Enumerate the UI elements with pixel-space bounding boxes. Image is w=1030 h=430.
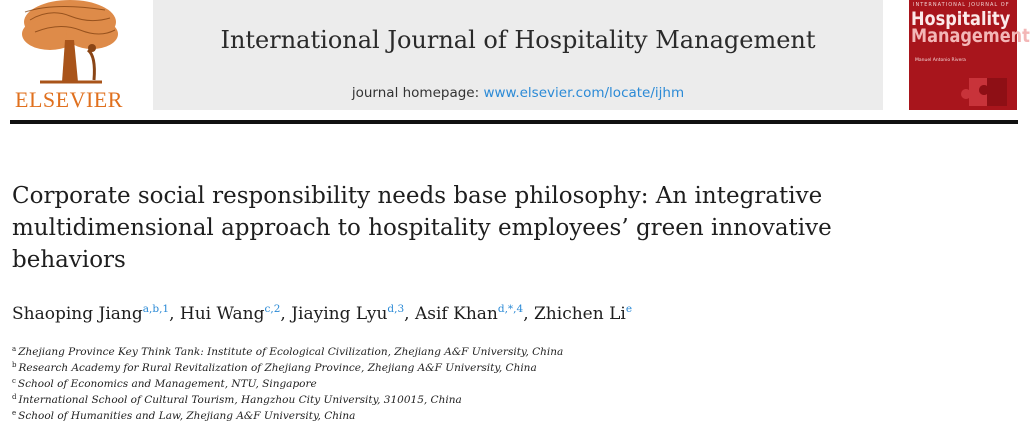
affiliation-mark: b (12, 361, 17, 369)
author-marks[interactable]: d,*,4 (497, 303, 524, 315)
affiliation-text: School of Humanities and Law, Zhejiang A&F University, China (18, 410, 356, 422)
affiliation-item (12, 341, 1012, 357)
affiliation-item (12, 357, 1012, 373)
journal-cover-image[interactable] (909, 0, 1030, 110)
author-name[interactable]: Shaoping Jiang (12, 304, 143, 324)
author-name[interactable]: Asif Khan (414, 304, 498, 324)
author-name[interactable]: Hui Wang (179, 304, 265, 324)
journal-banner (153, 0, 883, 110)
article-title: Corporate social responsibility needs base philosophy: An integrative multidimensional approach to hospitality employees’ green innovative behaviors (12, 183, 832, 273)
affiliation-text: Zhejiang Province Key Think Tank: Institute of Ecological Civilization, Zhejiang A&F University, China (18, 346, 564, 358)
affiliation-text: Research Academy for Rural Revitalization of Zhejiang Province, Zhejiang A&F University, China (18, 362, 537, 374)
affiliation-mark: a (12, 345, 17, 353)
author-marks[interactable]: e (625, 303, 633, 315)
affiliation-mark: e (12, 409, 17, 417)
journal-name[interactable]: International Journal of Hospitality Management (220, 26, 816, 54)
affiliation-mark: d (12, 393, 17, 401)
cover-title-line2: Management (911, 25, 1030, 47)
elsevier-wordmark[interactable]: ELSEVIER (15, 87, 123, 112)
cover-top-text: INTERNATIONAL JOURNAL OF (913, 2, 1010, 8)
puzzle-piece-icon (909, 70, 1017, 110)
affiliation-text: International School of Cultural Tourism, Hangzhou City University, 310015, China (18, 394, 462, 406)
affiliation-text: School of Economics and Management, NTU, Singapore (17, 378, 317, 390)
affiliation-item (12, 373, 1012, 389)
homepage-link[interactable]: www.elsevier.com/locate/ijhm (483, 85, 685, 101)
homepage-label: journal homepage: (351, 85, 484, 101)
header-rule (10, 120, 1018, 124)
author-marks[interactable]: a,b,1 (142, 303, 170, 315)
author-marks[interactable]: d,3 (387, 303, 405, 315)
journal-homepage (153, 85, 883, 101)
author-name[interactable]: Zhichen Li (534, 304, 626, 324)
author-list: Shaoping Jiang$^{a,b,1}$, Hui Wang$^{c,2}$, Jiaying Lyu$^{d,3}$, Asif Khan$^{d,*,4}$, Zhichen Li$^e$ (12, 303, 633, 324)
cover-title-line1: Hospitality (911, 8, 1011, 30)
author-name[interactable]: Jiaying Lyu (291, 304, 388, 324)
affiliation-list (12, 341, 1012, 421)
affiliation-mark: c (12, 377, 16, 385)
affiliation-item (12, 405, 1012, 421)
cover-editor: Manuel Antonio Rivera (915, 58, 966, 63)
author-marks[interactable]: c,2 (264, 303, 281, 315)
affiliation-item (12, 389, 1012, 405)
